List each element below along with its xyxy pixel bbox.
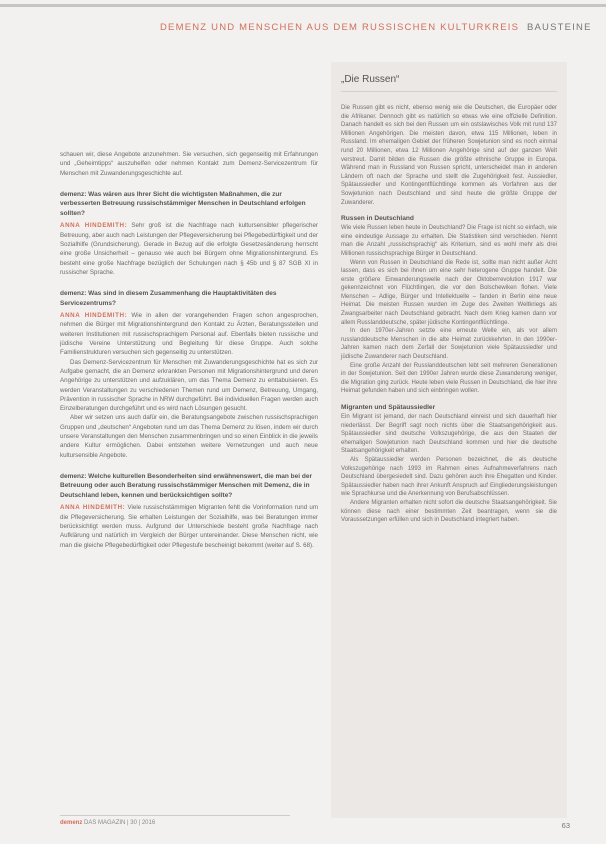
info-subheading: Migranten und Spätaussiedler bbox=[341, 404, 436, 411]
answer-text: Viele russischstämmigen Migranten fehlt die Vorinformation rund um die Pflegeversicherung. Sie erhalten Leistungen der Sozialhilfe, was bei Beratungen immer berücksichtigt werden muss. Aufgrund der Unterschiede besteht große Nachfrage nach Aufklärung und natürlich im Vergleich der Bürger untereinander. Diese Menschen nicht, wie man die gleiche Pflegebedürftigkeit oder Pflegestufe bescheinigt bekommt (weiter auf S. 68). bbox=[60, 504, 318, 549]
answer-paragraph bbox=[60, 311, 318, 357]
speaker-name: ANNA HINDEMITH: bbox=[60, 504, 126, 512]
info-paragraph: Wenn von Russen in Deutschland die Rede ist, sollte man nicht außer Acht lassen, dass es sich bei ihnen um eine sehr heterogene Gruppe handelt. Die erste größere Einwanderungswelle nach der Oktoberrevolution 1917 war gekennzeichnet von Flüchtlingen, die vor den Bolschewiken flohen. Viele Menschen – Adlige, Bürger und Intellektuelle – fanden in Berlin eine neue Heimat. Die meisten Russen wurden im Zuge des Zweiten Weltkriegs als Zwangsarbeiter nach Deutschland gebracht. Nach dem Krieg kamen dann vor allem Russlanddeutsche, später jüdische Kontingentflüchtlinge. bbox=[341, 259, 557, 326]
header-section: BAUSTEINE bbox=[526, 22, 592, 33]
interview-block bbox=[60, 472, 318, 550]
info-paragraph: In den 1970er-Jahren setzte eine erneute Welle ein, als vor allem russlanddeutsche Menschen in die alte Heimat zurückkehrten. In den 1990er-Jahren kamen nach dem Zerfall der Sowjetunion viele Spätaussiedler und jüdische Zuwanderer nach Deutschland. bbox=[341, 328, 557, 361]
info-box-title: „Die Russen“ bbox=[341, 74, 557, 92]
info-paragraph: Andere Migranten erhalten nicht sofort die deutsche Staatsangehörigkeit. Sie können diese nach einer bestimmten Zeit beantragen, wenn sie die Voraussetzungen erfüllen und sich in Deutschland integriert haben. bbox=[341, 499, 557, 524]
speaker-name: ANNA HINDEMITH: bbox=[60, 312, 128, 320]
info-subheading: Russen in Deutschland bbox=[341, 215, 414, 223]
intro-paragraph: schauen wir, diese Angebote anzunehmen. Sie versuchen, sich gegenseitig mit Erfahrungen und „Geheimtipps“ auszuhelfen oder nehmen Kontakt zum Demenz-Servicezentrum für Menschen mit Zuwanderungsgeschichte auf. bbox=[60, 151, 318, 177]
info-box bbox=[331, 62, 567, 818]
page-header bbox=[160, 22, 598, 33]
info-paragraph: Wie viele Russen leben heute in Deutschland? Die Frage ist nicht so einfach, wie eine eindeutige Aussage zu erhalten. Die Statistiken sind verschieden. Nennt man die Anzahl „russischsprachig“ als Kriterium, sind es wohl mehr als drei Millionen russischsprachige Bürger in Deutschland. bbox=[341, 225, 557, 257]
footer-issue: DAS MAGAZIN | 30 | 2016 bbox=[84, 820, 156, 826]
question: demenz: Welche kulturellen Besonderheiten sind erwähnenswert, die man bei der Betreuung oder auch Beratung russischstämmiger Menschen mit Demenz, die in Deutschland leben, kennen und berücksichtigen sollte? bbox=[60, 472, 312, 499]
answer-paragraph bbox=[60, 221, 318, 277]
answer-text: Wie in allen der vorangehenden Fragen schon angesprochen, nehmen die Bürger mit Migrationshintergrund den Kontakt zu Ärzten, Beratungsstellen und weiteren Institutionen mit russischsprachigem Personal auf. Ebenfalls bieten russische und jüdische Vereine Unterstützung und Begleitung für diese Gruppe. Auch solche Familienstrukturen versuchen sich gegenseitig zu unterstützen. bbox=[60, 312, 318, 357]
page-number: 63 bbox=[561, 821, 570, 830]
info-paragraph: Als Spätaussiedler werden Personen bezeichnet, die als deutsche Volkszugehörige nach 1993 im Rahmen eines Aufnahmeverfahrens nach Deutschland übergesiedelt sind. Dazu gehören auch ihre Ehegatten und Kinder. Spätaussiedler haben nach ihrer Ankunft Anspruch auf Eingliederungsleistungen wie Sprachkurse und die Anerkennung von Berufsabschlüssen. bbox=[341, 456, 557, 498]
speaker-name: ANNA HINDEMITH: bbox=[60, 222, 128, 230]
info-paragraph: Eine große Anzahl der Russlanddeutschen lebt seit mehreren Generationen in der Sowjetunion. Seit den 1990er Jahren wurde diese Zuwanderung weniger, die Migration ging zurück. Heute leben viele Russen in Deutschland, die hier ihre Heimat gefunden haben und sich einbringen wollen. bbox=[341, 362, 557, 395]
answer-paragraph: Das Demenz-Servicezentrum für Menschen mit Zuwanderungsgeschichte hat es sich zur Aufgabe gemacht, die an Demenz erkrankten Personen mit Migrationshintergrund und deren Angehörige zu unterstützen und aufzuklären, um das Thema Demenz zu enttabuisieren. Es werden Veranstaltungen zu verschiedenen Themen rund um Demenz, Betreuung, Umgang, Prävention in russischer Sprache in NRW durchgeführt. Bei individuellen Fragen werden auch Einzelberatungen durchgeführt und es wird nach Lösungen gesucht. bbox=[60, 358, 318, 413]
info-paragraph: Die Russen gibt es nicht, ebenso wenig wie die Deutschen, die Europäer oder die Afrikaner. Dennoch gibt es natürlich so etwas wie eine offizielle Definition. Danach handelt es sich bei den Russen um ein ostslawisches Volk mit rund 137 Millionen Angehörigen. Die meisten davon, etwa 115 Millionen, leben in Russland. Im ehemaligen Gebiet der früheren Sowjetunion sind es noch einmal rund 20 Millionen, etwa 12 Millionen Angehörige sind auf der ganzen Welt verstreut. Damit bilden die Russen die größte ethnische Gruppe in Europa. Während man in Russland von Russen spricht, unterscheidet man in anderen Ländern oft nach der Sprache und stellt die Zugehörigkeit fest. Aussiedler, Spätaussiedler und Kontingentflüchtlinge kommen als Vorfahren aus der Sowjetunion nach Deutschland und sind heute die größte Gruppe der Zuwanderer. bbox=[341, 105, 557, 206]
answer-paragraph bbox=[60, 503, 318, 549]
info-box-panel bbox=[331, 62, 567, 818]
answer-text: Sehr groß ist die Nachfrage nach kultursensibler pflegerischer Betreuung, aber auch nach Leistungen der Pflegeversicherung bei Pflegebedürftigkeit und der Sozialhilfe (Grundsicherung). Gerade in Bezug auf die erfolgte Gesetzesänderung herrscht eine große Unsicherheit – genauso wie auch bei Bürgern ohne Migrationshintergrund. Es besteht eine große Nachfrage bezüglich der Schulungen nach § 45b und § 87 SGB XI in russischer Sprache. bbox=[60, 222, 318, 276]
interview-column bbox=[60, 150, 318, 810]
question: demenz: Was wären aus Ihrer Sicht die wichtigsten Maßnahmen, die zur verbesserten Betreuung russischstämmiger Menschen in Deutschland erfolgen sollten? bbox=[60, 190, 306, 217]
interview-block bbox=[60, 289, 318, 460]
top-rule bbox=[0, 4, 606, 7]
question: demenz: Was sind in diesem Zusammenhang die Hauptaktivitäten des Servicezentrums? bbox=[60, 290, 277, 307]
header-title: DEMENZ UND MENSCHEN AUS DEM RUSSISCHEN KULTURKREIS bbox=[160, 22, 520, 33]
footer-left bbox=[60, 820, 155, 826]
footer-rule bbox=[60, 815, 290, 816]
footer-brand: demenz bbox=[60, 820, 83, 826]
answer-paragraph: Aber wir setzen uns auch dafür ein, die Beratungsangebote zwischen russischsprachigen Gruppen und „deutschen“ Angeboten rund um das Thema Demenz zu lösen, indem wir durch unsere Veranstaltungen den Menschen zusammenbringen und so einen Einblick in die jeweils andere Kultur ermöglichen. Dabei entstehen weitere Vernetzungen und auch neue kultursensible Angebote. bbox=[60, 414, 318, 459]
interview-block bbox=[60, 190, 318, 277]
info-paragraph: Ein Migrant ist jemand, der nach Deutschland einreist und sich dauerhaft hier niederlässt. Der Begriff sagt noch nichts über die Staatsangehörigkeit aus. Spätaussiedler sind deutsche Volkszugehörige, die aus den Staaten der ehemaligen Sowjetunion nach Deutschland kommen und hier die deutsche Staatsangehörigkeit erhalten. bbox=[341, 414, 557, 455]
